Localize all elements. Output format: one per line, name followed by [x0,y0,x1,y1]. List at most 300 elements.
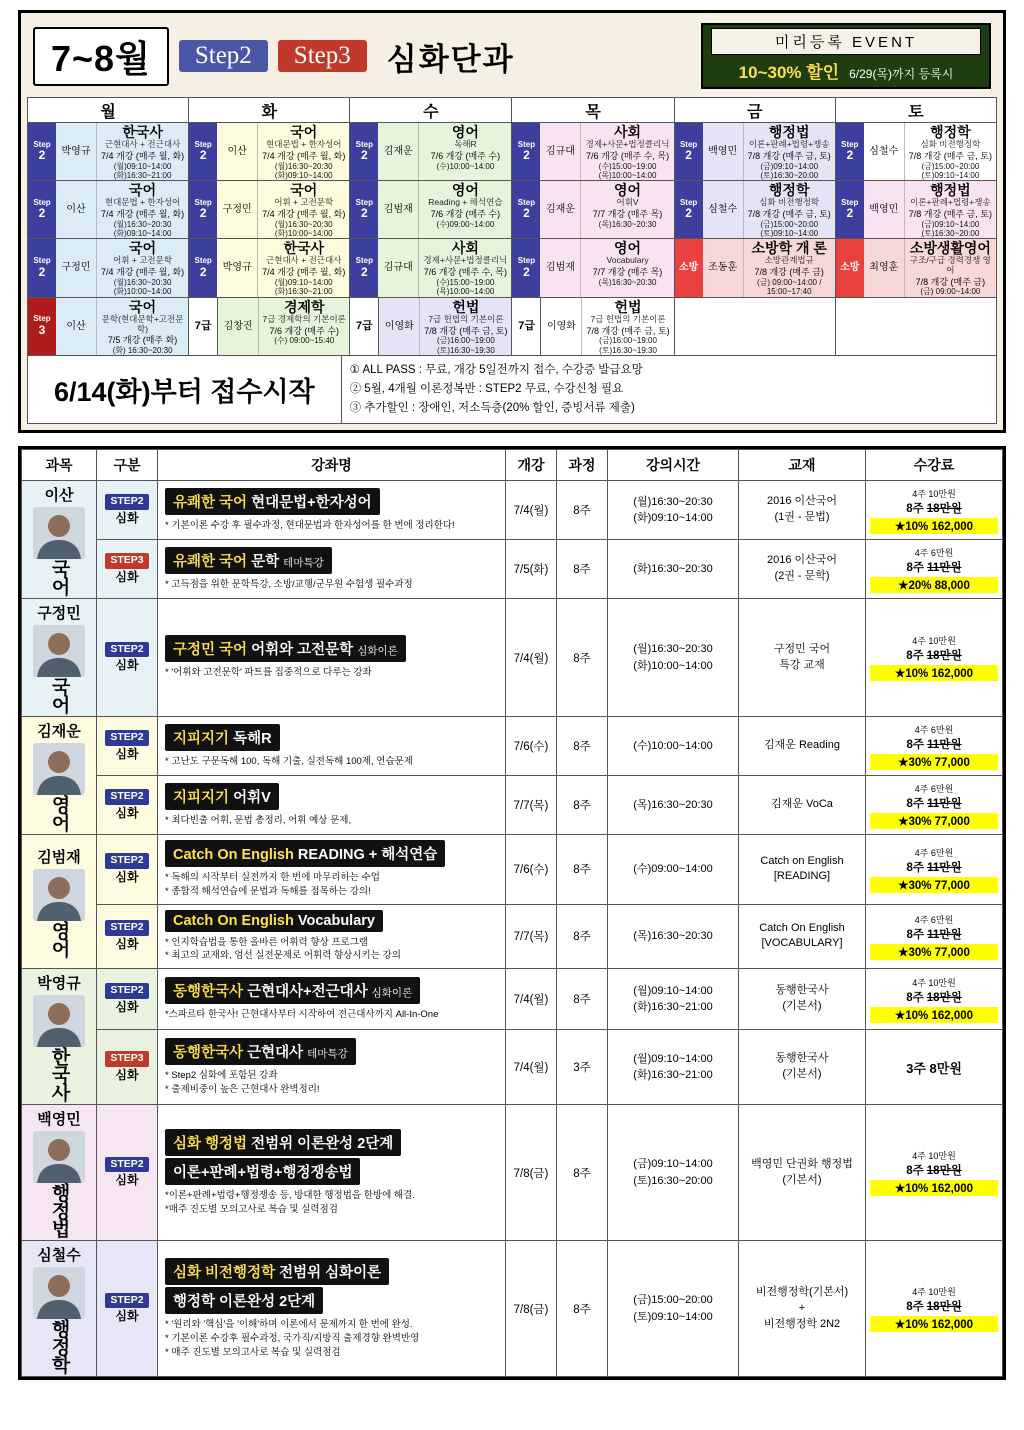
time-line: (수)10:00~14:00 [633,739,713,752]
course-title-main: 어휘와 고전문학 [251,642,354,659]
step-cell [97,1241,158,1377]
course-subtitle: 어휘V [616,197,639,208]
teacher-name: 김범재 [540,239,581,297]
registration-note-bar [27,356,997,424]
course-title: 행정법 [768,124,810,140]
time-cell [608,1029,739,1104]
time-line: (토)16:30~20:00 [633,1174,713,1187]
course-start-date: 7/8 개강 (매주 금, 토) [424,325,508,336]
time-cell [608,776,739,835]
course-start-date: 7/4 개강 (매주 월, 화) [262,150,346,161]
time-cell [608,481,739,540]
course-title: 헌법 [614,298,642,315]
schedule-panel [18,10,1006,433]
book-line: + [798,1301,806,1314]
schedule-cell [350,297,512,356]
teacher-name: 이산 [44,487,74,505]
book-cell [739,904,866,969]
courses-table [21,449,1003,1377]
course-start-date: 7/4 개강 (매주 월, 화) [262,208,346,219]
course-bullets [165,1008,498,1022]
course-title-highlight: 동행한국사 [173,1044,244,1061]
course-start-date: 7/8 개강 (매주 금, 토) [908,208,992,219]
course-title-tail: 테마특강 [283,556,324,569]
course-start-date: 7/6 개강 (매주 수) [269,325,339,336]
schedule-cell [674,181,835,239]
day-header-fri: 금 [674,98,835,123]
step-badge: Step 2 [675,181,703,238]
course-name-cell [158,776,506,835]
course-subtitle: 경제+사문+법정클리닉 [423,255,508,266]
course-bullets [165,519,498,533]
bullet-item: * 매주 진도별 모의고사로 복습 및 실력점검 [165,1346,341,1358]
schedule-row [28,181,997,239]
day-header-mon: 월 [28,98,189,123]
teacher-name: 이산 [217,123,258,180]
teacher-name: 구정민 [217,181,258,238]
teacher-name: 김재운 [378,123,419,180]
fee-discounted: ★10% 162,000 [870,1316,998,1332]
course-time: (수)09:00~14:00 [436,219,495,229]
level-label: 심화 [115,658,139,673]
course-time: (금)09:10~14:00 (토)16:30~20:00 [760,161,819,180]
fee-8week: 8주 11만원 [906,738,962,751]
start-date-cell: 7/6(수) [506,717,557,776]
book-line: 김재운 Reading [764,739,840,752]
fee-8week: 8주 11만원 [906,561,962,574]
col-book: 교재 [739,450,866,481]
fee-plain: 3주 8만원 [906,1060,962,1076]
course-start-date: 7/6 개강 (매주 수) [430,150,501,161]
step-tag: STEP2 [105,983,148,999]
schedule-cell [835,297,996,356]
course-time: (금)15:00~20:00 (토)09:10~14:00 [921,161,980,180]
book-line: 구정민 국어 [773,642,831,655]
schedule-cell [835,123,996,181]
level-label: 심화 [115,1173,139,1188]
course-subtitle: 구조/구급 경력경쟁 영어 [909,255,991,275]
start-date-cell: 7/4(월) [506,481,557,540]
course-start-date: 7/5 개강 (매주 화) [107,335,178,346]
course-subtitle: 이론+판례+법령+쟁송 [748,139,830,150]
book-cell [739,1029,866,1104]
subject-label: 영어 [48,795,70,832]
course-bullets [165,666,498,680]
teacher-name: 심철수 [37,1247,81,1265]
course-title-tail: 심화이론 [357,645,398,658]
book-cell [739,1105,866,1241]
col-coursename: 강좌명 [158,450,506,481]
course-time: (금)16:00~19:00 (토)16:30~19:30 [437,336,495,355]
course-time: (수)10:00~14:00 [436,161,495,171]
book-line: (2권 - 문학) [774,570,830,583]
bullet-item: * '어휘와 고전문학' 파트를 집중적으로 다루는 강좌 [165,667,372,679]
duration-cell: 8주 [557,969,608,1030]
level-badge: 7급 [512,298,541,356]
course-start-date: 7/8 개강 (매주 금, 토) [586,325,670,336]
course-subtitle: 경제+사문+법정클리닉 [585,139,670,150]
course-title-highlight: 구정민 국어 [173,642,248,659]
level-label: 심화 [115,805,139,820]
course-title: 한국사 [122,124,163,140]
time-cell [608,540,739,599]
day-header-thu: 목 [512,98,674,123]
level-label: 심화 [115,869,139,884]
courses-header-row [22,450,1003,481]
step-badge: Step 2 [189,123,217,180]
course-title: 국어 [129,240,157,257]
bullet-item: *매주 진도별 모의고사로 복습 및 실력점검 [165,1203,338,1215]
schedule-body [28,123,997,356]
teacher-name: 김규대 [378,239,419,297]
course-subtitle: 소방관계법규 [764,255,814,266]
course-row [22,481,1003,540]
teacher-name: 이영화 [379,298,420,356]
course-title-bar [165,783,279,810]
teacher-photo [33,995,85,1047]
course-row [22,1029,1003,1104]
course-row [22,1241,1003,1377]
course-title-bar [165,1258,389,1285]
book-line: [VOCABULARY] [761,937,843,950]
step-tag: STEP2 [105,730,148,746]
course-title: 국어 [290,124,318,140]
col-gubun: 구분 [97,450,158,481]
course-title-line2: 이론+판례+법령+행정쟁송법 [165,1158,360,1185]
step-cell [97,835,158,905]
step-tag: STEP2 [105,1293,148,1309]
course-title-bar [165,1038,356,1065]
subject-label: 행정학 [48,1319,70,1374]
level-badge: 소방 [836,239,864,297]
registration-notes [341,356,996,423]
fee-cell [866,1029,1003,1104]
teacher-name: 이영화 [541,298,582,356]
book-cell [739,1241,866,1377]
step-badge: Step 2 [28,181,56,238]
course-title-main: 독해R [233,730,272,747]
book-line: [READING] [773,870,831,883]
teacher-name: 최영훈 [864,239,905,297]
course-row [22,969,1003,1030]
subject-label: 한국사 [48,1047,70,1102]
course-subtitle: 7급 헌법의 기본이론 [590,313,666,324]
start-date-cell: 7/8(금) [506,1241,557,1377]
duration-cell: 8주 [557,835,608,905]
time-cell [608,969,739,1030]
course-subtitle: 현대문법 + 한자성어 [266,139,342,150]
course-title: 국어 [290,182,318,199]
course-start-date: 7/8 개강 (매주 금) [754,266,824,277]
book-line: 비전행정학 2N2 [763,1317,841,1330]
book-line: 김재운 VoCa [771,798,833,811]
day-header-row [28,98,997,123]
course-name-cell [158,1105,506,1241]
schedule-cell [512,239,674,298]
course-title-main: 문학 [251,553,280,570]
step-badge: Step 3 [28,298,56,356]
step-cell [97,1029,158,1104]
level-badge: 7급 [189,298,218,356]
time-line: (월)16:30~20:30 [633,495,713,508]
teacher-photo [33,507,85,559]
poster-title: 심화단과 [386,41,515,77]
event-title: 미리등록 EVENT [711,28,981,55]
fee-discounted: ★10% 162,000 [870,1180,998,1196]
course-title-main: 전범위 심화이론 [279,1265,382,1282]
book-line: Catch on English [760,854,844,867]
duration-cell: 8주 [557,481,608,540]
bullet-item: * 독해의 시작부터 실전까지 한 번에 마무리하는 수업 [165,872,380,884]
course-title-highlight: 지피지기 [173,789,230,806]
subject-cell [22,1241,97,1377]
course-title-main: Vocabulary [297,912,375,929]
level-label: 심화 [115,999,139,1014]
schedule-cell [350,123,512,181]
start-date-cell: 7/7(목) [506,904,557,969]
course-title: 소방생활영어 [909,240,991,257]
course-title-bar [165,488,380,515]
course-title: 영어 [614,240,642,257]
step-cell [97,481,158,540]
step-tag: STEP2 [105,920,148,936]
step-badge: Step 2 [350,123,378,180]
fee-cell [866,835,1003,905]
course-title-main: 근현대사 [247,1044,304,1061]
duration-cell: 8주 [557,599,608,717]
col-time: 강의시간 [608,450,739,481]
fee-4week: 4주 6만원 [914,847,954,858]
course-time: (월)16:30~20:30 (화)09:10~14:00 [274,161,333,180]
fee-cell [866,599,1003,717]
course-bullets [165,578,498,592]
course-title-main: 근현대사+전근대사 [247,983,368,1000]
bullet-item: * 인지학습법을 통한 올바른 어휘력 향상 프로그램 [165,936,369,948]
step-tag: STEP2 [105,1157,148,1173]
fee-4week: 4주 6만원 [914,724,954,735]
course-bullets [165,1189,498,1217]
schedule-cell [674,123,835,181]
course-start-date: 7/8 개강 (매주 금, 토) [747,208,831,219]
level-label: 심화 [115,510,139,525]
course-title-main: READING + 해석연습 [297,847,438,864]
book-line: (기본서) [782,1173,822,1186]
start-date-cell: 7/6(수) [506,835,557,905]
course-title: 사회 [614,124,642,140]
course-subtitle: 어휘 + 고전문학 [113,255,173,266]
bullet-item: * '원리와 '핵심'을 '이해'하며 이론에서 문제까지 한 번에 완성. [165,1319,413,1331]
day-header-sat: 토 [835,98,996,123]
schedule-cell [674,297,835,356]
course-start-date: 7/4 개강 (매주 월, 화) [100,208,185,219]
fee-discounted: ★30% 77,000 [870,754,998,770]
fee-discounted: ★30% 77,000 [870,944,998,960]
course-row [22,904,1003,969]
course-bullets [165,871,498,899]
course-start-date: 7/8 개강 (매주 금, 토) [908,150,992,161]
step-badge: Step 2 [28,239,56,297]
teacher-name: 김범재 [37,849,81,867]
course-start-date: 7/7 개강 (매주 목) [592,266,663,277]
course-start-date: 7/7 개강 (매주 목) [592,208,663,219]
fee-4week: 4주 6만원 [914,914,954,925]
time-cell [608,1241,739,1377]
course-title-highlight: Catch On English [173,912,294,929]
fee-4week: 4주 10만원 [912,1287,956,1298]
bullet-item: *이론+판례+법령+행정쟁송 등, 방대한 행정법을 한방에 해결. [165,1189,415,1201]
course-name-cell [158,835,506,905]
bullet-item: *스파르타 한국사! 근현대사부터 시작하여 전근대사까지 All-In-One [165,1008,439,1020]
step-cell [97,717,158,776]
course-subtitle: 근현대사 + 전근대사 [266,255,342,266]
course-start-date: 7/8 개강 (매주 금) [915,276,986,287]
course-title-main: 어휘V [233,789,271,806]
bullet-item: * 출제비중이 높은 근현대사 완벽정리! [165,1083,320,1095]
teacher-name: 박영규 [217,239,258,297]
course-title-highlight: 심화 행정법 [173,1135,248,1152]
course-start-date: 7/6 개강 (매주 수, 목) [423,266,507,277]
time-line: (토)09:10~14:00 [633,1310,713,1323]
fee-cell [866,1105,1003,1241]
fee-8week: 8주 18만원 [906,1301,962,1314]
teacher-name: 김재운 [540,181,581,238]
course-title: 소방학 개 론 [751,240,827,257]
fee-4week: 4주 10만원 [912,1151,956,1162]
course-title-highlight: 지피지기 [173,730,230,747]
time-line: (금)15:00~20:00 [633,1294,713,1307]
schedule-cell [835,181,996,239]
duration-cell: 8주 [557,1105,608,1241]
teacher-name: 구정민 [56,239,97,297]
schedule-row [28,297,997,356]
book-line: (기본서) [782,1068,822,1080]
time-line: (수)09:00~14:00 [633,863,713,876]
course-subtitle: 문학(현대문학+고전문학) [101,313,184,334]
teacher-name: 박영규 [56,123,97,180]
note-item: ③ 추가할인 : 장애인, 저소득층(20% 할인, 증빙서류 제출) [349,402,635,415]
book-line: (1권 - 문법) [774,511,830,524]
month-label: 7~8월 [33,27,169,86]
step-cell [97,540,158,599]
level-badge: 7급 [350,298,379,356]
subject-cell [22,717,97,835]
step2-chip: Step2 [179,40,268,72]
course-subtitle: 어휘 + 고전문학 [274,197,334,208]
course-title: 경제학 [283,298,325,315]
course-title-main: 현대문법+한자성어 [251,494,372,511]
teacher-name: 구정민 [37,605,81,623]
fee-cell [866,904,1003,969]
course-name-cell [158,1241,506,1377]
fee-discounted: ★10% 162,000 [870,1007,998,1023]
duration-cell: 8주 [557,1241,608,1377]
course-start-date: 7/4 개강 (매주 월, 화) [100,150,185,161]
schedule-row [28,123,997,181]
course-time: (수)15:00~19:00 (목)10:00~14:00 [598,161,657,180]
course-title: 헌법 [452,298,480,315]
course-start-date: 7/8 개강 (매주 금, 토) [747,150,831,161]
course-bullets [165,814,498,828]
schedule-cell [189,123,350,181]
duration-cell: 3주 [557,1029,608,1104]
step-badge: Step 2 [350,239,378,297]
course-bullets [165,1069,498,1097]
teacher-name: 김창진 [218,298,259,356]
start-date-cell: 7/8(금) [506,1105,557,1241]
course-title-bar [165,1129,401,1156]
fee-discounted: ★30% 77,000 [870,877,998,893]
step-badge: Step 2 [675,123,703,180]
course-title: 영어 [614,182,642,199]
schedule-cell [350,181,512,239]
book-cell [739,776,866,835]
time-line: (목)16:30~20:30 [633,798,713,811]
teacher-name: 백영민 [703,123,744,180]
book-line: (기본서) [782,1000,822,1012]
course-time: (월)16:30~20:30 (화)09:10~14:00 [113,219,172,238]
time-cell [608,1105,739,1241]
time-cell [608,904,739,969]
course-name-cell [158,969,506,1030]
teacher-name: 박영규 [37,975,81,993]
schedule-cell [674,239,835,298]
duration-cell: 8주 [557,904,608,969]
course-row [22,1105,1003,1241]
course-name-cell [158,599,506,717]
teacher-photo [33,743,85,795]
course-time: (금) 09:00~14:00 / 15:00~17:40 [756,277,822,296]
start-date-cell: 7/4(월) [506,969,557,1030]
course-time: (수)15:00~19:00 (목)10:00~14:00 [436,277,495,296]
time-line: (월)09:10~14:00 [633,984,713,997]
schedule-cell [28,239,189,298]
course-title-highlight: 동행한국사 [173,983,244,1000]
col-start: 개강 [506,450,557,481]
course-time: (월)16:30~20:30 (화)10:00~14:00 [274,219,333,238]
teacher-name: 이산 [56,298,97,356]
course-title-highlight: 심화 비전행정학 [173,1265,276,1282]
step-tag: STEP2 [105,853,148,869]
fee-discounted: ★10% 162,000 [870,518,998,534]
course-row [22,776,1003,835]
fee-4week: 4주 6만원 [914,783,954,794]
course-start-date: 7/6 개강 (매주 수) [430,208,501,219]
duration-cell: 8주 [557,540,608,599]
book-cell [739,717,866,776]
course-title: 영어 [451,182,479,199]
course-bullets [165,936,498,964]
teacher-photo [33,1131,85,1183]
course-name-cell [158,717,506,776]
level-label: 심화 [115,746,139,761]
level-label: 심화 [115,569,139,584]
course-start-date: 7/6 개강 (매주 수, 목) [585,150,670,161]
fee-discounted: ★30% 77,000 [870,813,998,829]
course-time: (월)09:10~14:00 (화)16:30~21:00 [274,277,333,296]
time-line: (월)09:10~14:00 [633,1052,713,1065]
schedule-cell [189,297,350,356]
start-date-cell: 7/7(목) [506,776,557,835]
bullet-item: * 최고의 교재와, 엄선 실전문제로 어휘력 향상시키는 강의 [165,950,401,962]
book-line: 동행한국사 [775,1052,829,1065]
poster-header [27,19,997,97]
course-subtitle: 독해R [454,139,477,150]
step-tag: STEP2 [105,642,148,658]
teacher-name: 백영민 [864,181,905,238]
bullet-item: * 고난도 구문독해 100, 독해 기출, 실전독해 100제, 연습문제 [165,755,413,767]
step-cell [97,776,158,835]
course-name-cell [158,540,506,599]
